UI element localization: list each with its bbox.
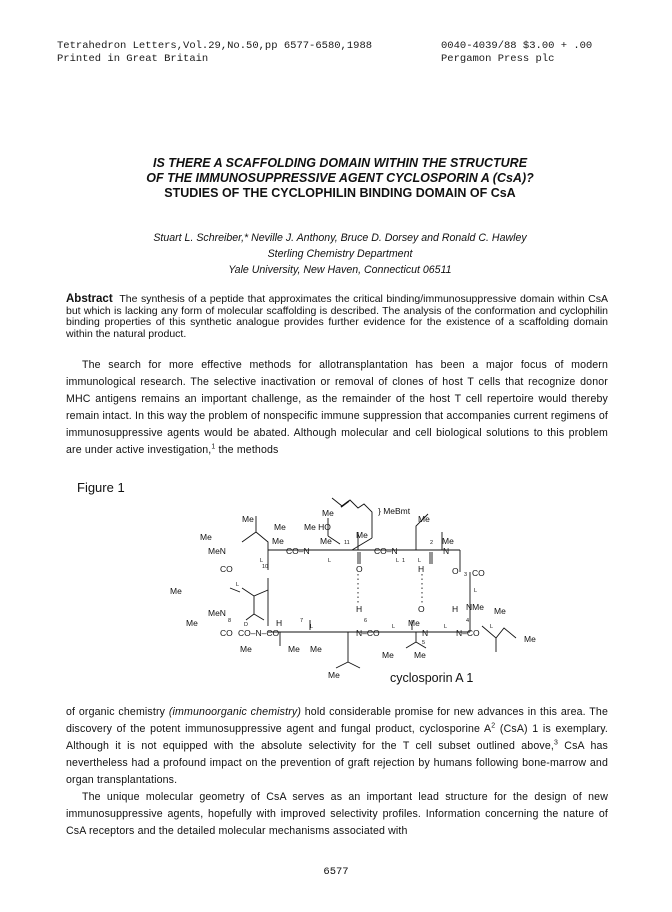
- abstract-text: The synthesis of a peptide that approximates the critical binding/immunosuppressive domain within CsA but which is lacking any form of molecular scaffolding is described. The analysis of the conformation and cyclophilin binding properties of this synthetic analogue provides further evidence for the existence of a scaffolding domain within the natural product.: [66, 293, 608, 341]
- article-title: [40, 156, 640, 201]
- paragraph-1-text: The search for more effective methods for allotransplantation has been a major focus of modern immunological research. The selective inactivation or removal of clones of host T cells that recognize donor MHC antigens remains an important challenge, as the remainder of the host T cell repertoire would thereby remain intact. In this way the problem of nonspecific immune suppression that accompanies current regimens of immunosuppressive agents would be abated. Although molecular and cell biological solutions to this problem are under active investigation,: [66, 359, 608, 456]
- label-co-n-co: CO–N–CO: [238, 628, 280, 638]
- label-num-10: 10: [262, 564, 269, 570]
- author-block: [40, 230, 640, 278]
- label-l-10: L: [490, 624, 494, 630]
- reference-3: 3: [553, 739, 559, 747]
- label-me-15: Me: [240, 644, 252, 654]
- label-l-5: L: [474, 588, 478, 594]
- author-department: Sterling Chemistry Department: [267, 248, 413, 260]
- label-meho: Me HO: [304, 522, 331, 532]
- label-co-3: CO: [472, 568, 485, 578]
- paragraph-2-italic: (immunoorganic chemistry): [168, 706, 302, 718]
- label-l-4: L: [418, 558, 422, 564]
- label-num-4: 4: [466, 618, 470, 624]
- label-me-11: Me: [186, 618, 198, 628]
- figure-caption: cyclosporin A 1: [390, 671, 474, 685]
- paragraph-2: [66, 704, 608, 840]
- label-l-7: L: [310, 624, 314, 630]
- label-num-2: 2: [430, 540, 434, 546]
- label-nme: NMe: [466, 602, 484, 612]
- label-co-4: CO: [220, 628, 233, 638]
- reference-1: 1: [211, 443, 216, 451]
- label-l-2: L: [328, 558, 332, 564]
- label-num-11: 11: [344, 540, 350, 546]
- label-l-1: L: [260, 558, 264, 564]
- publisher: Pergamon Press plc: [441, 53, 555, 65]
- price-code: 0040-4039/88 $3.00 + .00: [441, 40, 593, 52]
- label-num-8: 8: [228, 618, 232, 624]
- label-o-2: O: [452, 566, 459, 576]
- page-number: 6577: [323, 866, 349, 878]
- paragraph-2-text-d: CsA has nevertheless had a profound impact on the prevention of graft rejection by humans following bone-marrow and organ transplantations.: [66, 740, 608, 786]
- label-num-7: 7: [300, 618, 304, 624]
- label-me-9: Me: [442, 536, 454, 546]
- author-names: Stuart L. Schreiber,* Neville J. Anthony, Bruce D. Dorsey and Ronald C. Hawley: [153, 232, 527, 244]
- label-l-3: L: [396, 558, 400, 564]
- title-line-1: IS THERE A SCAFFOLDING DOMAIN WITHIN THE STRUCTURE: [152, 156, 528, 170]
- label-h-2: H: [356, 604, 363, 614]
- label-me-10: Me: [170, 586, 182, 596]
- price-header: [441, 40, 641, 66]
- paragraph-1-end: the methods: [215, 444, 279, 456]
- label-me-7: Me: [272, 536, 284, 546]
- title-line-3: STUDIES OF THE CYCLOPHILIN BINDING DOMAIN OF CsA: [164, 186, 516, 200]
- label-me-20: Me: [328, 670, 340, 680]
- label-n-co-2: N–CO: [456, 628, 480, 638]
- paragraph-3: The unique molecular geometry of CsA serves as an important lead structure for the design of new immunosuppressive agents, hopefully with improved selectivity profiles. Information concerning the nature of CsA receptors and the detailed molecular mechanisms associated with: [66, 791, 608, 837]
- label-n-2: N: [422, 628, 429, 638]
- label-co-n-2: CO–N: [374, 546, 398, 556]
- abstract-label: Abstract: [66, 293, 113, 305]
- label-me-12: Me: [494, 606, 506, 616]
- label-me-16: Me: [288, 644, 300, 654]
- label-me-2: Me: [200, 532, 212, 542]
- journal-citation: Tetrahedron Letters,Vol.29,No.50,pp 6577-6580,1988: [57, 40, 373, 52]
- label-me-1: Me: [242, 514, 254, 524]
- label-h-3: H: [452, 604, 459, 614]
- title-line-2: OF THE IMMUNOSUPPRESSIVE AGENT CYCLOSPORIN A (CsA)?: [146, 171, 534, 185]
- label-me-18: Me: [382, 650, 394, 660]
- label-me-8: Me: [320, 536, 332, 546]
- label-l-9: L: [444, 624, 448, 630]
- reference-2: 2: [491, 722, 496, 730]
- label-num-6: 6: [364, 618, 368, 624]
- label-me-13: Me: [524, 634, 536, 644]
- paragraph-1: [66, 357, 608, 459]
- label-num-3: 3: [464, 572, 468, 578]
- structure-drawing: [160, 492, 560, 692]
- label-d: D: [244, 622, 248, 628]
- label-mebmt: } MeBmt: [378, 506, 411, 516]
- label-me-3: Me: [322, 508, 334, 518]
- paragraph-2-text-c: (CsA) 1 is exemplary. Although it is not equipped with the absolute selectivity for the T cell subset outlined above,: [66, 723, 608, 752]
- author-institution: Yale University, New Haven, Connecticut 06511: [228, 264, 452, 276]
- label-h-4: H: [276, 618, 283, 628]
- label-co-n-1: CO–N: [286, 546, 310, 556]
- label-n-co-1: N–CO: [356, 628, 380, 638]
- cyclosporin-structure-figure: [160, 492, 560, 692]
- label-h-1: H: [418, 564, 425, 574]
- label-l-8: L: [392, 624, 396, 630]
- label-num-5: 5: [422, 640, 426, 646]
- label-me-19: Me: [414, 650, 426, 660]
- paragraph-2-text-a: of organic chemistry: [66, 706, 169, 718]
- label-me-17: Me: [310, 644, 322, 654]
- label-co9: CO: [220, 564, 233, 574]
- abstract: [66, 294, 608, 341]
- label-me-5: Me: [356, 530, 368, 540]
- label-l-6: L: [236, 582, 240, 588]
- label-men: MeN: [208, 546, 226, 556]
- label-num-1: 1: [402, 558, 406, 564]
- label-me-14: Me: [408, 618, 420, 628]
- label-o-1: O: [356, 564, 363, 574]
- journal-header: [57, 40, 397, 66]
- label-o-3: O: [418, 604, 425, 614]
- label-n-1: N: [443, 546, 450, 556]
- printed-in: Printed in Great Britain: [57, 53, 209, 65]
- label-me-6: Me: [418, 514, 430, 524]
- figure-label: Figure 1: [77, 480, 125, 495]
- label-me-4: Me: [274, 522, 286, 532]
- paragraph-2-text-b: hold considerable promise for new advances in this area. The discovery of the potent immunosuppressive agent and fungal product, cyclosporine A: [66, 706, 609, 735]
- label-mene: MeN: [208, 608, 226, 618]
